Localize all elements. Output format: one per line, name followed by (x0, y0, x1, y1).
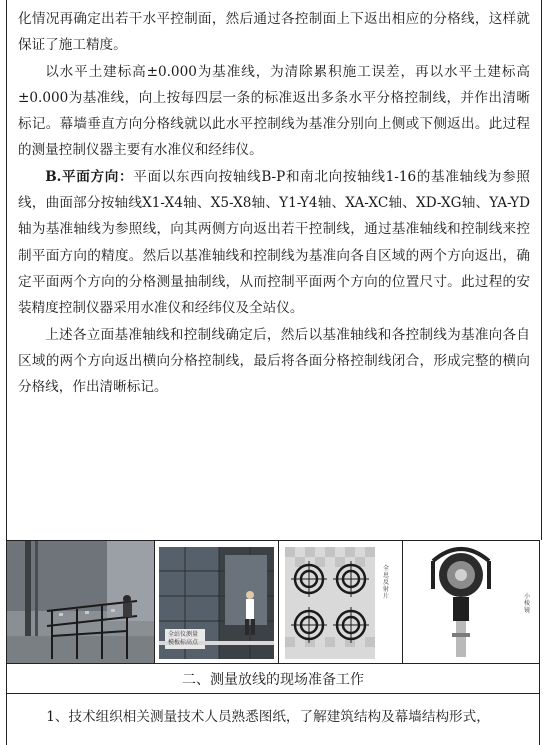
paragraph-4: 上述各立面基准轴线和控制线确定后，然后以基准轴线和各控制线为基准向各自区域的两个方向返出横向分格控制线，最后将各面分格控制线闭合，形成完整的横向分格线，作出清晰标记。 (18, 326, 530, 396)
plane-direction-label: B.平面方向： (45, 168, 134, 185)
paragraph-1: 化情况再确定出若干水平控制面，然后通过各控制面上下返出相应的分格线，这样就保证了施工精度。 (18, 11, 530, 54)
image-row (6, 540, 540, 664)
mini-prism-photo (403, 541, 539, 663)
document-page (6, 0, 542, 745)
reflective-target-photo (279, 541, 403, 663)
paragraph-tech-prep: 1、技术组织相关测量技术人员熟悉图纸，了解建筑结构及幕墙结构形式， (46, 709, 490, 725)
site-photo-scaffold (7, 541, 155, 663)
caption-total-station: 全站仪测量 模板标高点 (168, 631, 199, 646)
caption-mini-prism: 小棱镜 (524, 593, 531, 614)
paragraph-3 (18, 164, 530, 322)
paragraph-3-body: 平面以东西向按轴线B-P和南北向按轴线1-16的基准轴线为参照线，曲面部分按轴线X1-X4轴、X5-X8轴、Y1-Y4轴、XA-XC轴、XD-XG轴、YA-YD轴为基准轴线为参照线，向其两侧方向返出若干控制线，通过基准轴线和控制线来控制平面方向的精度。然后以基准轴线和控制线为基准向各自区域的两个方向返出，确定平面两个方向的分格测量抽制线，从而控制平面两个方向的位置尺寸。此过程的安装精度控制仪器采用水准仪和经纬仪及全站仪。 (18, 168, 530, 317)
last-row (6, 694, 540, 745)
section-heading: 二、测量放线的现场准备工作 (6, 664, 540, 694)
caption-reflective-sheet: 全息反射片 (383, 565, 390, 600)
site-photo-total-station (155, 541, 279, 663)
paragraph-2: 以水平土建标高±0.000为基准线，为清除累积施工误差，再以水平土建标高±0.000为基准线，向上按每四层一条的标准返出多条水平分格控制线，并作出清晰标记。幕墙垂直方向分格线就以此水平控制线为基准分别向上侧或下侧返出。此过程的测量控制仪器主要有水准仪和经纬仪。 (18, 63, 530, 159)
body-text (18, 6, 530, 400)
